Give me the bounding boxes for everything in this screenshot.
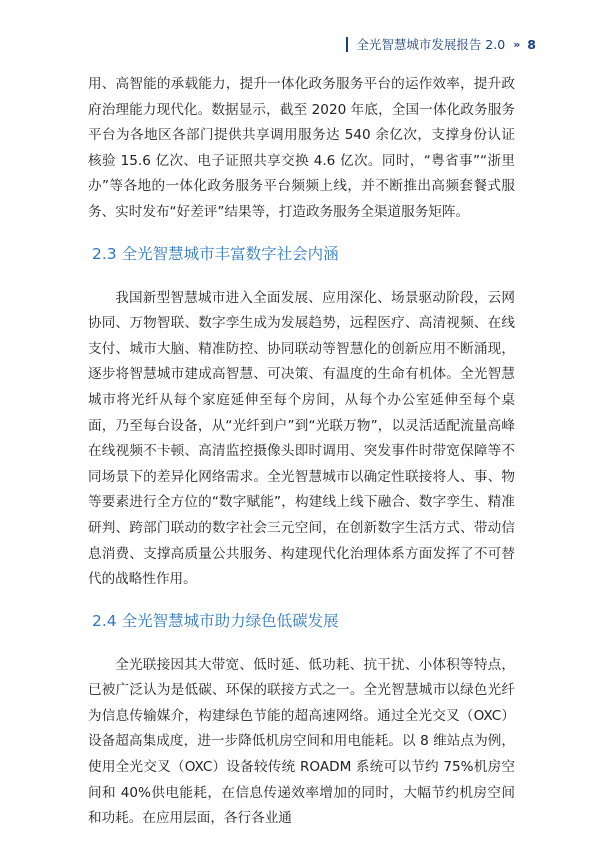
section-heading-2-4: 2.4 全光智慧城市助力绿色低碳发展: [92, 611, 339, 630]
paragraph-green-low-carbon: 全光联接因其大带宽、低时延、低功耗、抗干扰、小体积等特点，已被广泛认为是低碳、环保的联接方式之一。全光智慧城市以绿色光纤为信息传输媒介，构建绿色节能的超高速网络。通过全光交叉（OXC）设备超高集成度，进一步降低机房空间和用电能耗。以 8 维站点为例，使用全光交叉（OXC）设备较传统 ROADM 系统可以节约 75%机房空间和 40%供电能耗，在信息传递效率增加的同时，大幅节约机房空间和功耗。在应用层面，各行各业通: [88, 656, 515, 827]
running-header: [346, 34, 536, 54]
page-number: 8: [527, 36, 536, 52]
chevron-right-icon: »: [513, 37, 520, 51]
header-divider-bar: [346, 37, 348, 52]
section-heading-2-3: 2.3 全光智慧城市丰富数字社会内涵: [92, 244, 339, 263]
page-body: [88, 72, 515, 832]
report-title: 全光智慧城市发展报告 2.0: [356, 37, 506, 52]
paragraph-digital-society: 我国新型智慧城市进入全面发展、应用深化、场景驱动阶段，云网协同、万物智联、数字孪生成为发展趋势，远程医疗、高清视频、在线支付、城市大脑、精准防控、协同联动等智慧化的创新应用不断涌现，逐步将智慧城市建成高智慧、可决策、有温度的生命有机体。全光智慧城市将光纤从每个家庭延伸至每个房间，从每个办公室延伸至每个桌面，乃至每台设备，从“光纤到户”到“光联万物”，以灵活适配流量高峰在线视频不卡顿、高清监控摄像头即时调用、突发事件时带宽保障等不同场景下的差异化网络需求。全光智慧城市以确定性联接将人、事、物等要素进行全方位的“数字赋能”，构建线上线下融合、数字孪生、精准研判、跨部门联动的数字社会三元空间，在创新数字生活方式、带动信息消费、支撑高质量公共服务、构建现代化治理体系方面发挥了不可替代的战略性作用。: [88, 289, 515, 588]
paragraph-continued: 用、高智能的承载能力，提升一体化政务服务平台的运作效率，提升政府治理能力现代化。数据显示，截至 2020 年底，全国一体化政务服务平台为各地区各部门提供共享调用服务达 540 余亿次，支撑身份认证核验 15.6 亿次、电子证照共享交换 4.6 亿次。同时，“粤省事”“浙里办”等各地的一体化政务服务平台频频上线，并不断推出高频套餐式服务、实时发布“好差评”结果等，打造政务服务全渠道服务矩阵。: [88, 76, 515, 220]
